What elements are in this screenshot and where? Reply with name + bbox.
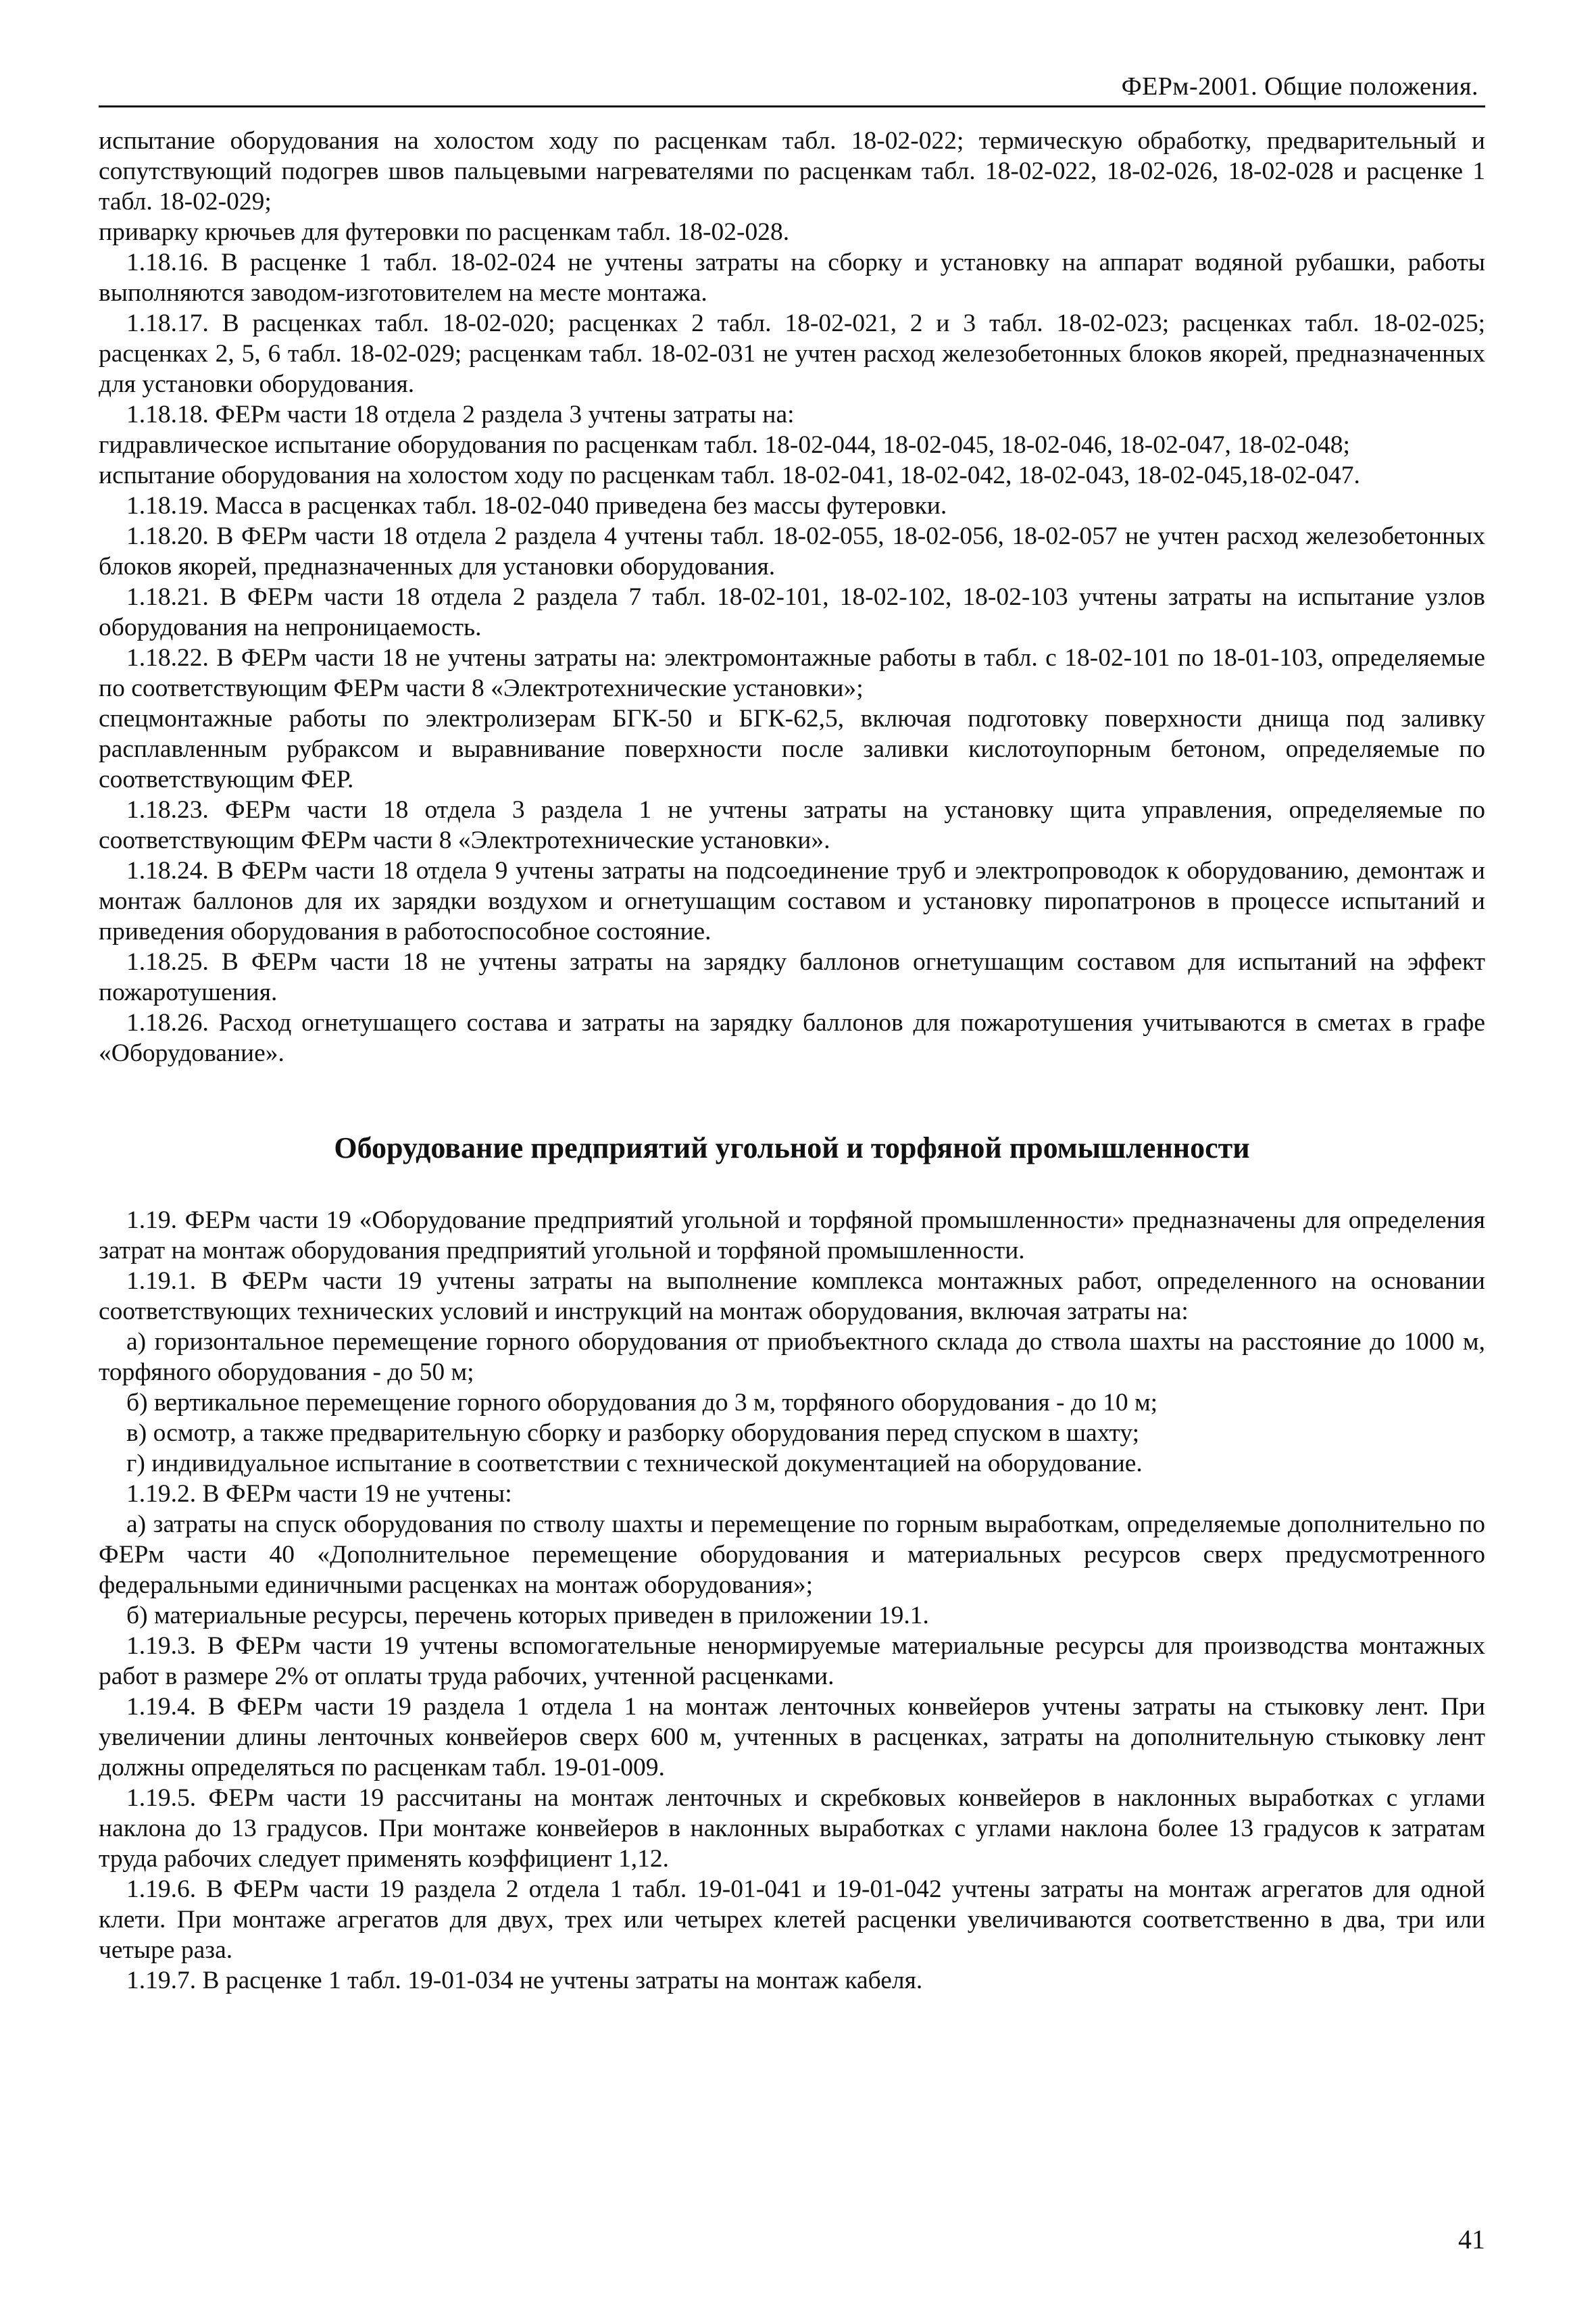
paragraph: 1.18.21. В ФЕРм части 18 отдела 2 раздела 7 табл. 18-02-101, 18-02-102, 18-02-103 учтены затраты на испытание узлов оборудования на непроницаемость. [99, 583, 1485, 641]
section-1-18-continued [99, 126, 1485, 1068]
paragraph: 1.19.1. В ФЕРм части 19 учтены затраты на выполнение комплекса монтажных работ, определенного на основании соответствующих технических условий и инструкций на монтаж оборудования, включая затраты на: [99, 1267, 1485, 1325]
paragraph: 1.19.3. В ФЕРм части 19 учтены вспомогательные ненормируемые материальные ресурсы для производства монтажных работ в размере 2% от оплаты труда рабочих, учтенной расценками. [99, 1632, 1485, 1690]
paragraph: гидравлическое испытание оборудования по расценкам табл. 18-02-044, 18-02-045, 18-02-046, 18-02-047, 18-02-048; [99, 431, 1350, 459]
paragraph: спецмонтажные работы по электролизерам БГК-50 и БГК-62,5, включая подготовку поверхности днища под заливку расплавленным рубраксом и выравнивание поверхности после заливки кислотоупорным бетоном, определяемые по соответствующим ФЕР. [99, 705, 1485, 793]
paragraph: 1.18.20. В ФЕРм части 18 отдела 2 раздела 4 учтены табл. 18-02-055, 18-02-056, 18-02-057 не учтен расход железобетонных блоков якорей, предназначенных для установки оборудования. [99, 522, 1485, 581]
paragraph: 1.18.18. ФЕРм части 18 отдела 2 раздела 3 учтены затраты на: [126, 401, 795, 428]
page-number: 41 [1458, 2224, 1485, 2255]
document-body [99, 126, 1485, 1996]
paragraph: 1.19.2. В ФЕРм части 19 не учтены: [126, 1480, 512, 1508]
paragraph: приварку крючьев для футеровки по расценкам табл. 18-02-028. [99, 218, 790, 246]
section-heading: Оборудование предприятий угольной и торфяной промышленности [334, 1131, 1250, 1164]
paragraph: 1.18.24. В ФЕРм части 18 отдела 9 учтены затраты на подсоединение труб и электропроводок к оборудованию, демонтаж и монтаж баллонов для их зарядки воздухом и огнетушащим составом и установку пиропатронов в процессе испытаний и приведения оборудования в работоспособное состояние. [99, 857, 1485, 945]
paragraph: а) затраты на спуск оборудования по стволу шахты и перемещение по горным выработкам, определяемые дополнительно по ФЕРм части 40 «Дополнительное перемещение оборудования и материальных ресурсов сверх предусмотренного федеральными единичными расценках на монтаж оборудования»; [99, 1510, 1485, 1599]
paragraph: 1.18.25. В ФЕРм части 18 не учтены затраты на зарядку баллонов огнетушащим составом для испытаний на эффект пожаротушения. [99, 948, 1485, 1006]
paragraph: 1.19. ФЕРм части 19 «Оборудование предприятий угольной и торфяной промышленности» предназначены для определения затрат на монтаж оборудования предприятий угольной и торфяной промышленности. [99, 1206, 1485, 1264]
paragraph: испытание оборудования на холостом ходу по расценкам табл. 18-02-041, 18-02-042, 18-02-043, 18-02-045,18-02-047. [99, 462, 1360, 489]
paragraph: г) индивидуальное испытание в соответствии с технической документацией на оборудование. [126, 1450, 1143, 1477]
paragraph: 1.19.5. ФЕРм части 19 рассчитаны на монтаж ленточных и скребковых конвейеров в наклонных выработках с углами наклона до 13 градусов. При монтаже конвейеров в наклонных выработках с углами наклона более 13 градусов к затратам труда рабочих следует применять коэффициент 1,12. [99, 1784, 1485, 1873]
paragraph: 1.19.4. В ФЕРм части 19 раздела 1 отдела 1 на монтаж ленточных конвейеров учтены затраты на стыковку лент. При увеличении длины ленточных конвейеров сверх 600 м, учтенных в расценках, затраты на дополнительную стыковку лент должны определяться по расценкам табл. 19-01-009. [99, 1693, 1485, 1781]
paragraph: б) вертикальное перемещение горного оборудования до 3 м, торфяного оборудования - до 10 м; [126, 1389, 1158, 1417]
paragraph: 1.18.17. В расценках табл. 18-02-020; расценках 2 табл. 18-02-021, 2 и 3 табл. 18-02-023; расценках табл. 18-02-025; расценках 2, 5, 6 табл. 18-02-029; расценкам табл. 18-02-031 не учтен расход железобетонных блоков якорей, предназначенных для установки оборудования. [99, 310, 1485, 398]
paragraph: 1.18.26. Расход огнетушащего состава и затраты на зарядку баллонов для пожаротушения учитываются в сметах в графе «Оборудование». [99, 1009, 1485, 1067]
paragraph: а) горизонтальное перемещение горного оборудования от приобъектного склада до ствола шахты на расстояние до 1000 м, торфяного оборудования - до 50 м; [99, 1328, 1485, 1386]
paragraph: 1.18.22. В ФЕРм части 18 не учтены затраты на: электромонтажные работы в табл. с 18-02-101 по 18-01-103, определяемые по соответствующим ФЕРм части 8 «Электротехнические установки»; [99, 644, 1485, 702]
header-title: ФЕРм-2001. Общие положения. [1121, 72, 1478, 101]
page-header [99, 62, 1485, 107]
paragraph: б) материальные ресурсы, перечень которых приведен в приложении 19.1. [126, 1602, 929, 1629]
paragraph: 1.19.6. В ФЕРм части 19 раздела 2 отдела 1 табл. 19-01-041 и 19-01-042 учтены затраты на монтаж агрегатов для одной клети. При монтаже агрегатов для двух, трех или четырех клетей расценки увеличиваются соответственно в два, три или четыре раза. [99, 1875, 1485, 1964]
paragraph: 1.18.19. Масса в расценках табл. 18-02-040 приведена без массы футеровки. [126, 492, 947, 520]
section-1-19 [99, 1205, 1485, 1996]
paragraph: 1.18.23. ФЕРм части 18 отдела 3 раздела 1 не учтены затраты на установку щита управления, определяемые по соответствующим ФЕРм части 8 «Электротехнические установки». [99, 796, 1485, 854]
paragraph: 1.19.7. В расценке 1 табл. 19-01-034 не учтены затраты на монтаж кабеля. [126, 1967, 923, 1994]
paragraph: испытание оборудования на холостом ходу по расценкам табл. 18-02-022; термическую обработку, предварительный и сопутствующий подогрев швов пальцевыми нагревателями по расценкам табл. 18-02-022, 18-02-026, 18-02-028 и расценке 1 табл. 18-02-029; [99, 127, 1485, 216]
paragraph: в) осмотр, а также предварительную сборку и разборку оборудования перед спуском в шахту; [126, 1419, 1139, 1447]
paragraph: 1.18.16. В расценке 1 табл. 18-02-024 не учтены затраты на сборку и установку на аппарат водяной рубашки, работы выполняются заводом-изготовителем на месте монтажа. [99, 249, 1485, 307]
